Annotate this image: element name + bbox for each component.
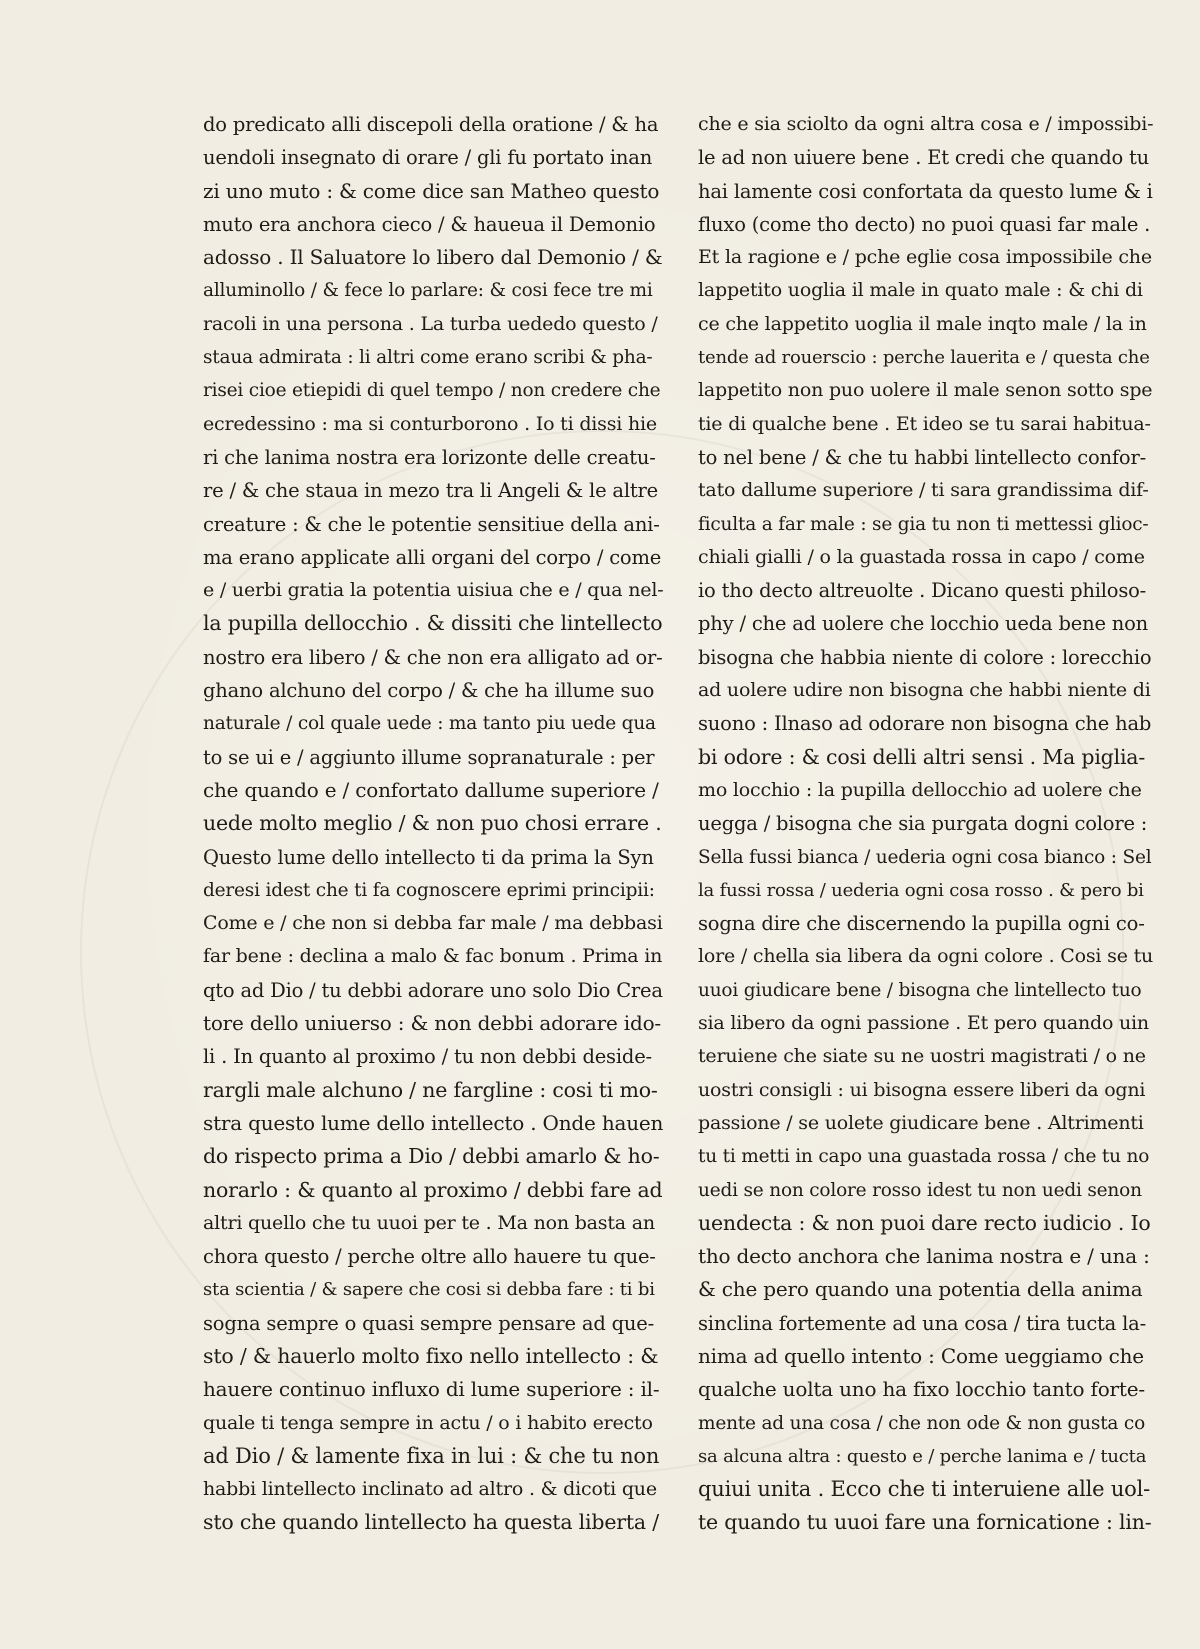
text-line: bi odore : & cosi delli altri sensi . Ma piglia- [698,744,1146,769]
text-line: mo locchio : la pupilla dellocchio ad uolere che [698,778,1142,801]
text-line: e / uerbi gratia la potentia uisiua che e / qua nel- [203,579,664,602]
text-line: hai lamente cosi confortata da questo lume & i [698,179,1153,203]
text-line: qualche uolta uno ha fixo locchio tanto forte- [698,1377,1145,1402]
text-line: do predicato alli discepoli della oratione / & ha [203,113,659,136]
text-line: re / & che staua in mezo tra li Angeli & le altre [203,479,658,503]
left-text-column [203,108,663,1540]
text-line: stra questo lume dello intellecto . Onde hauen [203,1110,664,1135]
text-line: uegga / bisogna che sia purgata dogni colore : [698,812,1148,836]
text-line: alluminollo / & fece lo parlare: & cosi fece tre mi [203,280,653,302]
text-line: sogna sempre o quasi sempre pensare ad que- [203,1311,654,1335]
text-line: la fussi rossa / uederia ogni cosa rosso . & pero bi [698,879,1144,901]
text-line: che e sia sciolto da ogni altra cosa e / impossibi- [698,113,1154,135]
text-line: ghano alchuno del corpo / & che ha illume suo [203,679,655,703]
text-line: phy / che ad uolere che locchio ueda bene non [698,612,1149,636]
text-line: mente ad una cosa / che non ode & non gusta co [698,1412,1146,1434]
text-line: lore / chella sia libera da ogni colore . Cosi se tu [698,945,1154,968]
text-line: ecredessino : ma si conturborono . Io ti dissi hie [203,412,657,435]
text-line: chora questo / perche oltre allo hauere tu que- [203,1245,656,1269]
text-line: ri che lanima nostra era lorizonte delle creatu- [203,445,656,469]
text-line: tende ad rouerscio : perche lauerita e / questa che [698,347,1150,369]
text-line: uede molto meglio / & non puo chosi errare . [203,811,662,836]
text-line: io tho decto altreuolte . Dicano questi philoso- [698,579,1147,603]
text-line: sto / & hauerlo molto fixo nello intellecto : & [203,1343,659,1368]
text-line: bisogna che habbia niente di colore : lorecchio [698,645,1152,669]
text-line: uedi se non colore rosso idest tu non uedi senon [698,1179,1142,1201]
text-line: le ad non uiuere bene . Et credi che quando tu [698,146,1150,170]
text-line: Et la ragione e / pche eglie cosa impossibile che [698,246,1152,269]
text-line: tu ti metti in capo una guastada rossa / che tu no [698,1146,1150,1168]
text-line: creature : & che le potentie sensitiue della ani- [203,512,660,536]
text-line: tore dello uniuerso : & non debbi adorare ido- [203,1011,661,1036]
text-line: zi uno muto : & come dice san Matheo questo [203,178,660,203]
text-line: lappetito uoglia il male in quato male : & chi di [698,279,1143,302]
text-line: sto che quando lintellecto ha questa liberta / [203,1510,659,1535]
text-line: sogna dire che discernendo la pupilla ogni co- [698,912,1145,936]
text-line: Sella fussi bianca / uederia ogni cosa bianco : Sel [698,846,1152,868]
text-line: muto era anchora cieco / & haueua il Demonio [203,212,656,236]
text-line: naturale / col quale uede : ma tanto piu uede qua [203,713,656,735]
text-line: qto ad Dio / tu debbi adorare uno solo Dio Crea [203,978,663,1002]
text-line: do rispecto prima a Dio / debbi amarlo & ho- [203,1144,660,1169]
text-line: staua admirata : li altri come erano scribi & pha- [203,347,653,369]
text-line: ma erano applicate alli organi del corpo / come [203,545,662,569]
text-line: uendecta : & non puoi dare recto iudicio . Io [698,1210,1151,1235]
text-line: habbi lintellecto inclinato ad altro . & dicoti que [203,1478,657,1501]
text-line: passione / se uolete giudicare bene . Altrimenti [698,1111,1144,1134]
text-line: che quando e / confortato dallume superiore / [203,777,659,802]
text-line: fluxo (come tho decto) no puoi quasi far male . [698,212,1151,236]
text-line: la pupilla dellocchio . & dissiti che lintellecto [203,611,663,636]
text-line: teruiene che siate su ne uostri magistrati / o ne [698,1045,1146,1068]
text-line: hauere continuo influxo di lume superiore : il- [203,1377,660,1402]
text-line: ficulta a far male : se gia tu non ti mettessi glioc- [698,513,1149,535]
text-line: uostri consigli : ui bisogna essere liberi da ogni [698,1078,1146,1101]
text-line: te quando tu uuoi fare una fornicatione : lin- [698,1510,1152,1535]
text-line: sa alcuna altra : questo e / perche lanima e / tucta [698,1445,1147,1467]
text-line: nostro era libero / & che non era alligato ad or- [203,645,663,669]
text-line: Come e / che non si debba far male / ma debbasi [203,912,663,935]
text-line: quale ti tenga sempre in actu / o i habito erecto [203,1411,653,1434]
text-line: far bene : declina a malo & fac bonum . Prima in [203,945,663,968]
text-line: tho decto anchora che lanima nostra e / una : [698,1244,1150,1269]
text-line: ad uolere udire non bisogna che habbi niente di [698,679,1151,702]
right-text-column [698,108,1153,1540]
text-line: uendoli insegnato di orare / gli fu portato inan [203,146,653,170]
text-line: norarlo : & quanto al proximo / debbi fare ad [203,1177,663,1202]
text-line: deresi idest che ti fa cognoscere eprimi principii: [203,879,655,901]
text-line: quiui unita . Ecco che ti interuiene alle uol- [698,1477,1151,1502]
text-line: tato dallume superiore / ti sara grandissima dif- [698,479,1149,502]
text-line: & che pero quando una potentia della anima [698,1277,1143,1302]
text-line: chiali gialli / o la guastada rossa in capo / come [698,545,1145,568]
text-line: risei cioe etiepidi di quel tempo / non credere che [203,380,661,402]
text-line: to nel bene / & che tu habbi lintellecto confor- [698,445,1146,469]
text-line: racoli in una persona . La turba uededo questo / [203,312,658,335]
text-line: ce che lappetito uoglia il male inqto male / la in [698,312,1147,335]
text-line: rargli male alchuno / ne fargline : cosi ti mo- [203,1077,658,1102]
text-line: lappetito non puo uolere il male senon sotto spe [698,379,1153,402]
text-line: sinclina fortemente ad una cosa / tira tucta la- [698,1311,1146,1335]
text-line: tie di qualche bene . Et ideo se tu sarai habitua- [698,412,1151,435]
text-line: nima ad quello intento : Come ueggiamo che [698,1343,1144,1368]
text-line: sia libero da ogni passione . Et pero quando uin [698,1012,1149,1035]
text-line: adosso . Il Saluatore lo libero dal Demonio / & [203,245,663,270]
text-line: Questo lume dello intellecto ti da prima la Syn [203,845,654,869]
text-line: ad Dio / & lamente fixa in lui : & che tu non [203,1443,660,1468]
text-line: uuoi giudicare bene / bisogna che lintellecto tuo [698,979,1142,1001]
text-line: to se ui e / aggiunto illume sopranaturale : per [203,745,655,769]
text-line: li . In quanto al proximo / tu non debbi deside- [203,1045,652,1069]
text-line: suono : Ilnaso ad odorare non bisogna che hab [698,712,1152,736]
text-line: sta scientia / & sapere che cosi si debba fare : ti bi [203,1279,655,1301]
text-line: altri quello che tu uuoi per te . Ma non basta an [203,1211,655,1234]
